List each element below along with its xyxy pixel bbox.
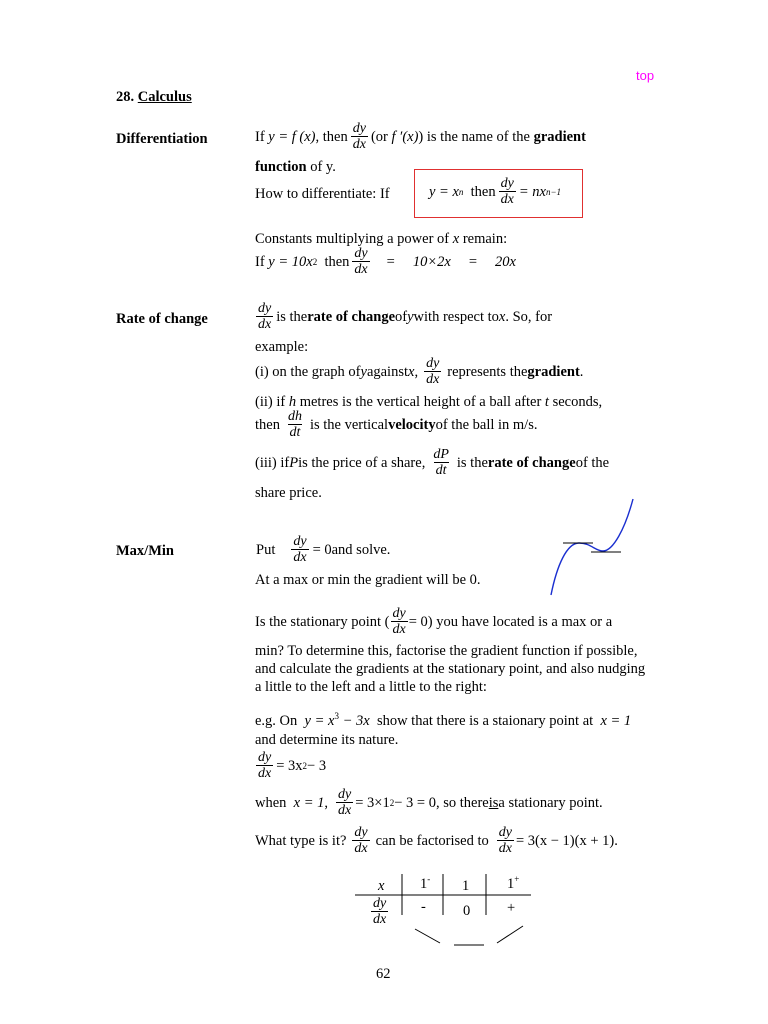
fraction-dy-dx: $\frac{dy}{dx}$ — [426, 356, 440, 387]
mm-stationary-question: Is the stationary point ( $\frac{dy}{dx}$ = 0 ) you have located is a max or a — [255, 606, 613, 637]
page-heading — [116, 88, 192, 106]
table-sign-left: - — [421, 899, 426, 915]
heading-number: 28. — [116, 89, 135, 105]
table-col-right: 1+ — [507, 874, 520, 892]
fraction-dP-dt: $\frac{dP}{dt}$ — [433, 447, 449, 478]
roc-item-iii: (iii) if P is the price of a share, $\frac{dP}{dt}$ is the rate of change of the — [255, 447, 610, 478]
fraction-dy-dx: $\frac{dy}{dx}$ — [500, 176, 514, 207]
diff-line-1: If y = f (x) , then $\frac{dy}{dx}$ (or f ′(x) ) is the name of the gradient — [255, 121, 586, 152]
mm-what-type: What type is it? $\frac{dy}{dx}$ can be factorised to $\frac{dy}{dx}$ = 3(x − 1)(x + 1) . — [255, 825, 618, 856]
power-rule: y = x n then $\frac{dy}{dx}$ = nx n−1 — [429, 176, 562, 207]
roc-line-2: example: — [255, 339, 309, 355]
table-col-mid: 1 — [462, 878, 470, 894]
fraction-dy-dx: $\frac{dy}{dx}$ — [293, 534, 307, 565]
section-label-rate-of-change: Rate of change — [116, 311, 208, 327]
roc-item-ii-cont: then $\frac{dh}{dt}$ is the vertical velocity of the ball in m/s. — [255, 409, 538, 440]
fraction-dy-dx: $\frac{dy}{dx}$ — [338, 787, 352, 818]
table-row-label-dydx: $\frac{dy}{dx}$ — [373, 896, 387, 927]
how-to-differentiate: How to differentiate: If — [255, 186, 390, 202]
mm-paragraph: min? To determine this, factorise the gradient function if possible, and calculate the gradients at the stationary point, and also nudging a little to the left and a little to the right: — [255, 643, 646, 695]
constants-example: If y = 10x 2 then $\frac{dy}{dx}$ = 10×2x = 20x — [255, 246, 516, 277]
section-label-differentiation: Differentiation — [116, 131, 208, 147]
fraction-dy-dx: $\frac{dy}{dx}$ — [352, 121, 366, 152]
roc-line-1: $\frac{dy}{dx}$ is the rate of change of y with respect to x . So, for — [258, 301, 553, 332]
mm-gradient-zero: At a max or min the gradient will be 0. — [255, 572, 481, 588]
mm-example: e.g. On $y = x^3 - 3x$ show that there is a staionary point at x = 1 — [255, 711, 632, 729]
roc-item-ii: (ii) if h metres is the vertical height of a ball after t seconds, — [255, 394, 603, 410]
table-sign-mid: 0 — [463, 903, 471, 919]
table-col-left: 1- — [420, 874, 431, 892]
roc-item-i: (i) on the graph of y against x , $\frac{dy}{dx}$ represents the gradient . — [255, 356, 584, 387]
fraction-dh-dt: $\frac{dh}{dt}$ — [287, 409, 302, 440]
section-label-max-min: Max/Min — [116, 543, 174, 559]
heading-title: Calculus — [137, 89, 192, 105]
mm-put: Put $\frac{dy}{dx}$ = 0 and solve. — [256, 534, 391, 565]
top-link[interactable]: top — [636, 68, 655, 83]
mm-derivative: $\frac{dy}{dx}$ = 3x 2 − 3 — [258, 750, 327, 781]
fraction-dy-dx: $\frac{dy}{dx}$ — [258, 301, 272, 332]
constants-text: Constants multiplying a power of x remain: — [255, 231, 508, 247]
fraction-dy-dx: $\frac{dy}{dx}$ — [354, 246, 368, 277]
fraction-dy-dx: $\frac{dy}{dx}$ — [498, 825, 512, 856]
sign-table — [355, 872, 535, 952]
page-number: 62 — [376, 966, 391, 982]
table-sign-right: + — [507, 900, 516, 916]
mm-when: when x = 1 , $\frac{dy}{dx}$ = 3×1 2 − 3 = 0 , so there is a stationary point. — [255, 787, 603, 818]
fraction-dy-dx: $\frac{dy}{dx}$ — [258, 750, 272, 781]
roc-item-iii-cont: share price. — [255, 485, 322, 501]
table-row-label-x: x — [378, 878, 385, 894]
cubic-sketch — [545, 495, 640, 600]
diff-line-2: function of y. — [255, 159, 336, 175]
fraction-dy-dx: $\frac{dy}{dx}$ — [354, 825, 368, 856]
fraction-dy-dx: $\frac{dy}{dx}$ — [392, 606, 406, 637]
mm-example-2: and determine its nature. — [255, 732, 399, 748]
